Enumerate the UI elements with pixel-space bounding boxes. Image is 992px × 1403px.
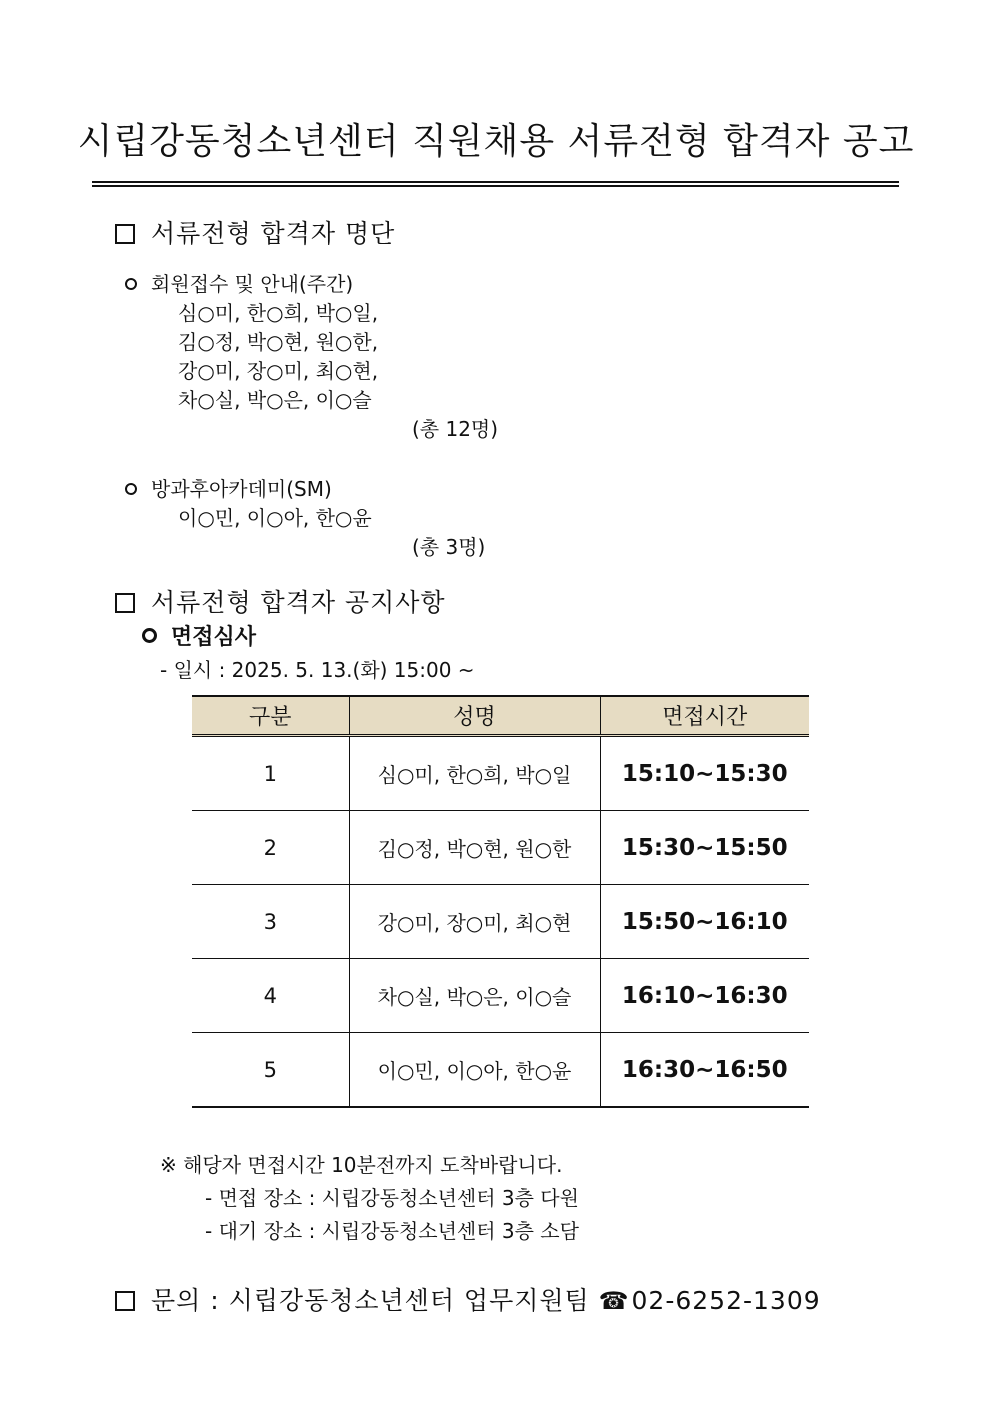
row-no: 2 <box>192 811 349 885</box>
row-no: 1 <box>192 736 349 811</box>
row-names: 강○미, 장○미, 최○현 <box>349 885 600 959</box>
schedule-date: - 일시 : 2025. 5. 13.(화) 15:00 ~ <box>160 658 475 682</box>
checkbox-square-icon <box>115 1291 135 1311</box>
interview-heading: 면접심사 <box>142 620 256 651</box>
circle-bullet-icon <box>142 628 157 643</box>
section1-heading: 서류전형 합격자 명단 <box>115 214 395 250</box>
interview-schedule-table <box>192 695 809 1108</box>
circle-bullet-icon <box>125 483 137 495</box>
table-row <box>192 885 809 959</box>
row-names: 이○민, 이○아, 한○윤 <box>349 1033 600 1108</box>
row-names: 심○미, 한○희, 박○일 <box>349 736 600 811</box>
title-rule-top <box>92 181 899 183</box>
waiting-venue: - 대기 장소 : 시립강동청소년센터 3층 소담 <box>205 1219 579 1243</box>
list-item: 차○실, 박○은, 이○슬 <box>178 388 372 412</box>
group-total: (총 12명) <box>412 417 499 441</box>
header-time: 면접시간 <box>600 696 809 736</box>
table-header-row <box>192 696 809 736</box>
row-time: 15:30~15:50 <box>600 811 809 885</box>
list-item: 김○정, 박○현, 원○한, <box>178 330 379 354</box>
header-names: 성명 <box>349 696 600 736</box>
row-no: 4 <box>192 959 349 1033</box>
row-names: 김○정, 박○현, 원○한 <box>349 811 600 885</box>
table-row <box>192 1033 809 1108</box>
list-item: 심○미, 한○희, 박○일, <box>178 301 379 325</box>
contact-phone: 02-6252-1309 <box>631 1286 821 1315</box>
table-row <box>192 959 809 1033</box>
checkbox-square-icon <box>115 224 135 244</box>
group-name-daytime: 회원접수 및 안내(주간) <box>125 268 353 297</box>
title-rule-bottom <box>92 185 899 187</box>
section2-heading: 서류전형 합격자 공지사항 <box>115 583 446 619</box>
checkbox-square-icon <box>115 593 135 613</box>
row-time: 15:50~16:10 <box>600 885 809 959</box>
row-time: 16:30~16:50 <box>600 1033 809 1108</box>
list-item: 이○민, 이○아, 한○윤 <box>178 506 372 530</box>
arrival-note: ※ 해당자 면접시간 10분전까지 도착바랍니다. <box>160 1153 563 1177</box>
row-no: 3 <box>192 885 349 959</box>
group-total: (총 3명) <box>412 535 486 559</box>
header-no: 구분 <box>192 696 349 736</box>
table-row <box>192 811 809 885</box>
page-title: 시립강동청소년센터 직원채용 서류전형 합격자 공고 <box>77 121 915 162</box>
contact-label: 문의 : 시립강동청소년센터 업무지원팀 <box>151 1286 590 1315</box>
row-time: 16:10~16:30 <box>600 959 809 1033</box>
row-time: 15:10~15:30 <box>600 736 809 811</box>
interview-venue: - 면접 장소 : 시립강동청소년센터 3층 다원 <box>205 1186 579 1210</box>
circle-bullet-icon <box>125 278 137 290</box>
contact-line <box>115 1281 821 1317</box>
row-no: 5 <box>192 1033 349 1108</box>
telephone-icon: ☎ <box>598 1287 630 1315</box>
group-name-academy: 방과후아카데미(SM) <box>125 473 332 502</box>
list-item: 강○미, 장○미, 최○현, <box>178 359 379 383</box>
table-row <box>192 736 809 811</box>
row-names: 차○실, 박○은, 이○슬 <box>349 959 600 1033</box>
